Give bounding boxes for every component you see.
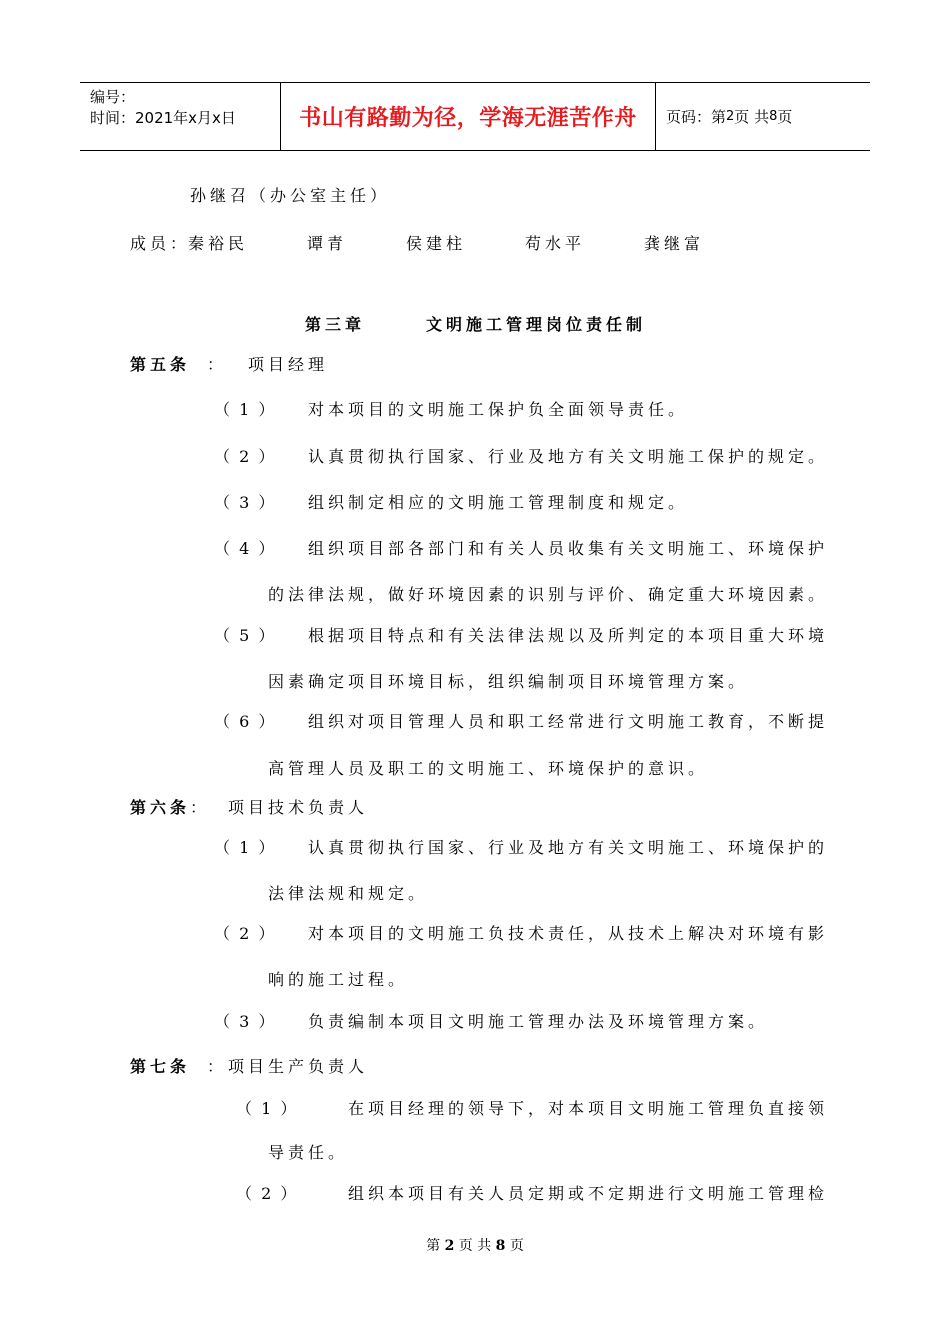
article-title: 项目经理 xyxy=(248,355,329,374)
item-number: （ 3 ） xyxy=(214,1012,277,1031)
item-text: 组织本项目有关人员定期或不定期进行文明施工管理检 xyxy=(348,1184,829,1203)
item-text-continued: 的法律法规，做好环境因素的识别与评价、确定重大环境因素。 xyxy=(268,585,829,604)
item-number: （ 4 ） xyxy=(214,539,277,558)
director-line: 孙继召（办公室主任） xyxy=(190,186,391,205)
header-divider xyxy=(655,83,656,150)
member-name: 秦裕民 xyxy=(188,234,249,253)
page-suffix: 页 xyxy=(777,108,793,126)
date-label: 时间：2021年x月x日 xyxy=(90,109,236,127)
item-text-continued: 导责任。 xyxy=(268,1143,349,1162)
footer-current-page: 2 xyxy=(444,1238,455,1254)
item-text-continued: 高管理人员及职工的文明施工、环境保护的意识。 xyxy=(268,759,709,778)
member-name: 龚继富 xyxy=(644,234,705,253)
item-number: （ 2 ） xyxy=(214,447,277,466)
chapter-title: 文明施工管理岗位责任制 xyxy=(426,315,647,334)
article-colon: ： xyxy=(207,1057,228,1076)
item-text: 认真贯彻执行国家、行业及地方有关文明施工、环境保护的 xyxy=(308,838,829,857)
article-title: 项目技术负责人 xyxy=(228,798,369,817)
footer-prefix: 第 xyxy=(426,1238,441,1254)
item-number: （ 6 ） xyxy=(214,712,277,731)
page-mid: 页 共 xyxy=(734,108,770,126)
chapter-number: 第三章 xyxy=(305,315,366,334)
item-number: （ 3 ） xyxy=(214,493,277,512)
item-text: 对本项目的文明施工负技术责任，从技术上解决对环境有影 xyxy=(308,924,829,943)
item-text: 组织对项目管理人员和职工经常进行文明施工教育，不断提 xyxy=(308,712,829,731)
header-motto: 书山有路勤为径，学海无涯苦作舟 xyxy=(299,106,637,131)
item-number: （ 1 ） xyxy=(214,400,277,419)
member-name: 苟水平 xyxy=(525,234,586,253)
page-footer xyxy=(0,1236,950,1256)
item-text: 认真贯彻执行国家、行业及地方有关文明施工保护的规定。 xyxy=(308,447,829,466)
item-number: （ 5 ） xyxy=(214,626,277,645)
item-number: （ 2 ） xyxy=(236,1184,299,1203)
footer-mid: 页 共 xyxy=(458,1238,492,1254)
article-colon: ： xyxy=(190,798,211,817)
item-text-continued: 因素确定项目环境目标，组织编制项目环境管理方案。 xyxy=(268,672,749,691)
item-text: 组织制定相应的文明施工管理制度和规定。 xyxy=(308,493,689,512)
header-meta xyxy=(90,87,236,129)
item-text: 组织项目部各部门和有关人员收集有关文明施工、环境保护 xyxy=(308,539,829,558)
page-prefix: 页码：第 xyxy=(666,108,727,126)
item-text: 负责编制本项目文明施工管理办法及环境管理方案。 xyxy=(308,1012,769,1031)
article-label: 第六条 xyxy=(130,798,191,817)
footer-suffix: 页 xyxy=(509,1238,524,1254)
item-text-continued: 法律法规和规定。 xyxy=(268,884,429,903)
page-total: 8 xyxy=(769,109,778,124)
serial-label: 编号： xyxy=(90,88,136,106)
document-header xyxy=(80,82,870,151)
page-current: 2 xyxy=(726,109,735,124)
members-label: 成员： xyxy=(130,234,191,253)
item-text: 在项目经理的领导下，对本项目文明施工管理负直接领 xyxy=(348,1099,829,1118)
member-name: 侯建柱 xyxy=(406,234,467,253)
member-name: 谭青 xyxy=(307,234,348,253)
item-text: 根据项目特点和有关法律法规以及所判定的本项目重大环境 xyxy=(308,626,829,645)
article-colon: ： xyxy=(207,355,228,374)
item-number: （ 1 ） xyxy=(236,1099,299,1118)
header-page-info xyxy=(666,83,792,150)
article-label: 第五条 xyxy=(130,355,191,374)
item-number: （ 2 ） xyxy=(214,924,277,943)
article-label: 第七条 xyxy=(130,1057,191,1076)
item-text-continued: 响的施工过程。 xyxy=(268,970,409,989)
item-number: （ 1 ） xyxy=(214,838,277,857)
footer-total-pages: 8 xyxy=(495,1238,506,1254)
article-title: 项目生产负责人 xyxy=(228,1057,369,1076)
item-text: 对本项目的文明施工保护负全面领导责任。 xyxy=(308,400,689,419)
